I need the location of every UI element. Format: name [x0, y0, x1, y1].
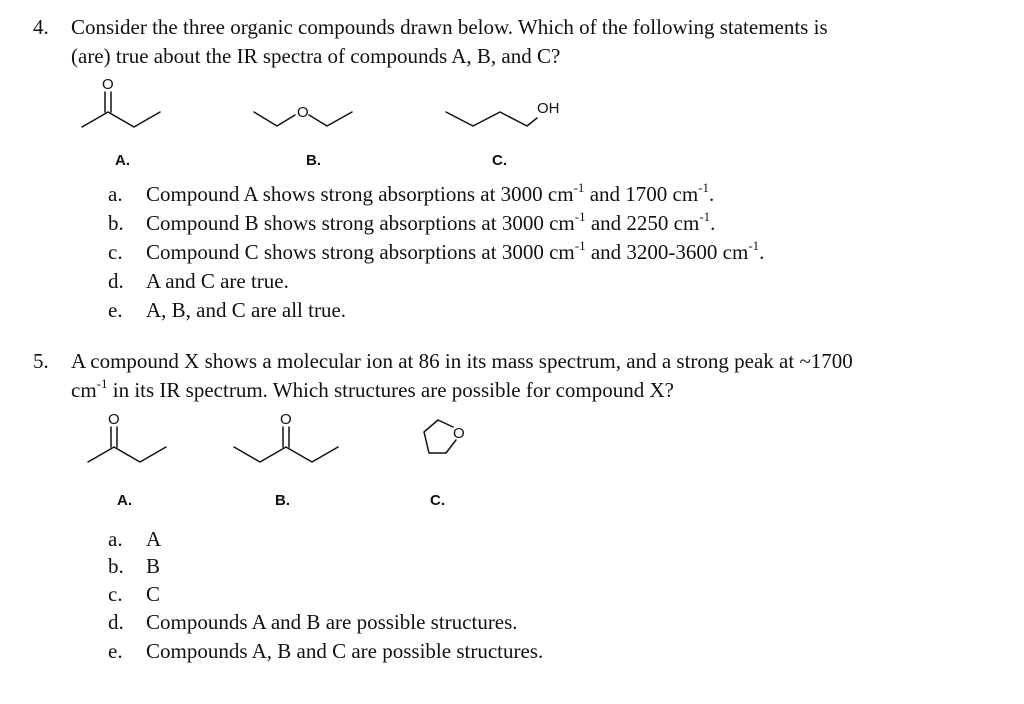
q5-option-e-letter: e.	[108, 639, 123, 663]
q5-option-b-letter: b.	[108, 554, 124, 578]
q4-option-e-text: A, B, and C are all true.	[146, 298, 347, 322]
q4-option-b-letter: b.	[108, 211, 124, 235]
q5-option-d-letter: d.	[108, 610, 124, 634]
q4-b-oxygen: O	[297, 104, 309, 121]
q4-option-a-text: Compound A shows strong absorptions at 3000 $cm^{-1}$ and 1700 $cm^{-1}$.	[146, 180, 715, 206]
q5-option-a-text: A	[146, 527, 162, 551]
q4-option-a-letter: a.	[108, 182, 123, 206]
question-5-stem-line2: $cm^{-1}$ in its IR spectrum. Which structures are possible for compound X?	[71, 376, 674, 402]
q5-label-b: B.	[275, 492, 290, 509]
q5-option-c-text: C	[146, 582, 161, 606]
question-5-stem-line1: A compound X shows a molecular ion at 86 in its mass spectrum, and a strong peak at ~1700	[71, 349, 853, 373]
q5-option-e-text: Compounds A, B and C are possible structures.	[146, 639, 544, 663]
question-4-stem-line2: (are) true about the IR spectra of compounds A, B, and C?	[71, 44, 561, 68]
q4-label-c: C.	[492, 152, 507, 169]
q4-a-oxygen: O	[102, 76, 114, 93]
question-4-number: 4.	[33, 15, 49, 39]
q4-label-a: A.	[115, 152, 130, 169]
q4-option-c-text: Compound C shows strong absorptions at 3000 $cm^{-1}$ and 3200-3600 $cm^{-1}$.	[146, 238, 765, 264]
q4-option-b-text: Compound B shows strong absorptions at 3000 $cm^{-1}$ and 2250 $cm^{-1}$.	[146, 209, 716, 235]
q5-option-d-text: Compounds A and B are possible structures.	[146, 610, 518, 634]
q5-option-a-letter: a.	[108, 527, 123, 551]
question-5-number: 5.	[33, 349, 49, 373]
q5-b-oxygen: O	[280, 411, 292, 428]
q5-option-b-text: B	[146, 554, 161, 578]
q4-option-d-text: A and C are true.	[146, 269, 289, 293]
q5-option-c-letter: c.	[108, 582, 123, 606]
q5-label-c: C.	[430, 492, 445, 509]
q4-option-e-letter: e.	[108, 298, 123, 322]
q5-a-oxygen: O	[108, 411, 120, 428]
q4-option-d-letter: d.	[108, 269, 124, 293]
q5-label-a: A.	[117, 492, 132, 509]
q5-c-ring	[424, 420, 456, 453]
question-4-stem-line1: Consider the three organic compounds drawn below. Which of the following statements is	[71, 15, 828, 39]
q4-label-b: B.	[306, 152, 321, 169]
q4-c-hydroxyl: OH	[537, 100, 560, 117]
q5-c-oxygen: O	[453, 425, 465, 442]
q4-option-c-letter: c.	[108, 240, 123, 264]
